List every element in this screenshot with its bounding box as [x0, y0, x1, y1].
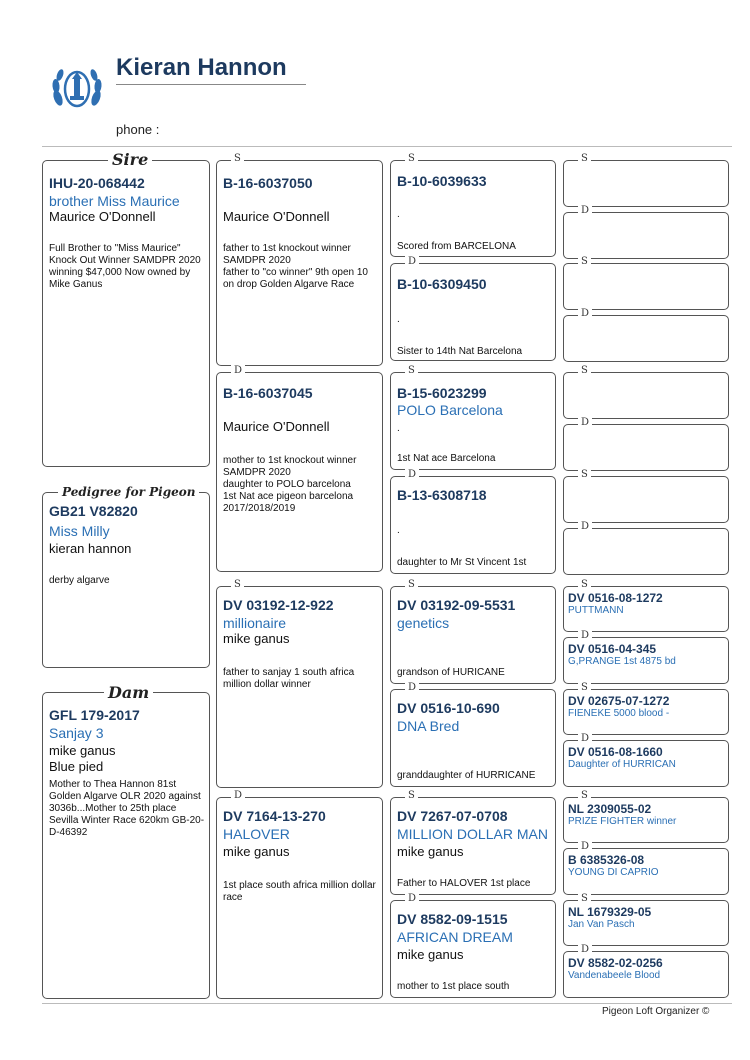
- dam-tag: D: [578, 205, 592, 217]
- sire-tag: S: [405, 790, 418, 802]
- dam-tag: D: [578, 630, 592, 642]
- sire-owner: Maurice O'Donnell: [49, 209, 156, 224]
- gen4-ring: NL 2309055-02: [568, 802, 652, 816]
- gen3-sds-box: [390, 365, 556, 470]
- gen2-sd-owner: Maurice O'Donnell: [223, 419, 330, 434]
- gen3-sss-notes: Scored from BARCELONA: [397, 241, 516, 252]
- dam-tag: D: [578, 308, 592, 320]
- gen3-ddd-owner: mike ganus: [397, 947, 464, 962]
- subject-ring: GB21 V82820: [49, 503, 138, 519]
- gen3-ssd-dot: .: [397, 314, 400, 325]
- dam-color: Blue pied: [49, 759, 104, 774]
- gen3-sds-name: POLO Barcelona: [397, 402, 503, 418]
- gen2-dd-notes: 1st place south africa million dollar race: [223, 880, 376, 903]
- gen2-ds-ring: DV 03192-12-922: [223, 597, 334, 613]
- gen3-dss-name: genetics: [397, 615, 450, 631]
- gen2-ss-box: [216, 153, 383, 366]
- gen4-box: [563, 579, 729, 632]
- gen3-sdd-dot: .: [397, 525, 400, 536]
- subject-name: Miss Milly: [49, 523, 110, 539]
- gen3-dds-name: MILLION DOLLAR MAN: [397, 826, 548, 842]
- gen3-dds-owner: mike ganus: [397, 844, 464, 859]
- gen3-dds-notes: Father to HALOVER 1st place: [397, 878, 531, 889]
- gen3-sds-ring: B-15-6023299: [397, 385, 487, 401]
- gen2-ds-owner: mike ganus: [223, 631, 290, 646]
- gen4-box: [563, 733, 729, 787]
- dam-tag: D: [578, 944, 592, 956]
- gen4-empty-3: [563, 256, 729, 310]
- gen4-ring: DV 8582-02-0256: [568, 956, 663, 970]
- gen2-ds-name: millionaire: [223, 615, 287, 631]
- gen2-dd-owner: mike ganus: [223, 844, 290, 859]
- gen4-name: PUTTMANN: [568, 605, 624, 616]
- gen2-sd-box: [216, 365, 383, 572]
- sire-tag: S: [405, 153, 418, 165]
- gen3-dsd-notes: granddaughter of HURRICANE: [397, 770, 536, 781]
- gen4-box: [563, 893, 729, 946]
- gen4-empty-8: [563, 521, 729, 575]
- gen4-ring: B 6385326-08: [568, 853, 645, 867]
- dam-name: Sanjay 3: [49, 725, 104, 741]
- dam-tag: D: [578, 521, 592, 533]
- gen3-sdd-ring: B-13-6308718: [397, 487, 487, 503]
- loft-logo: [48, 62, 106, 120]
- gen4-name: YOUNG DI CAPRIO: [568, 867, 659, 878]
- gen3-sds-notes: 1st Nat ace Barcelona: [397, 453, 496, 464]
- sire-box: [42, 160, 210, 467]
- gen2-ds-notes: father to sanjay 1 south africa million dollar winner: [223, 667, 355, 690]
- sire-tag: S: [578, 256, 591, 268]
- gen3-dss-ring: DV 03192-09-5531: [397, 597, 516, 613]
- gen3-ddd-name: AFRICAN DREAM: [397, 929, 513, 945]
- gen3-sss-box: [390, 153, 556, 257]
- dam-tag: D: [231, 790, 245, 802]
- gen4-box: [563, 790, 729, 843]
- header-divider: [42, 146, 732, 147]
- gen4-empty-2: [563, 205, 729, 259]
- breeder-name: Kieran Hannon: [116, 54, 287, 81]
- gen3-sdd-box: [390, 469, 556, 574]
- sire-tag: S: [231, 579, 244, 591]
- gen4-empty-7: [563, 469, 729, 523]
- gen3-dds-ring: DV 7267-07-0708: [397, 808, 508, 824]
- dam-tag: D: [405, 893, 419, 905]
- gen2-sd-ring: B-16-6037045: [223, 385, 313, 401]
- gen3-ddd-ring: DV 8582-09-1515: [397, 911, 508, 927]
- dam-tag: D: [578, 733, 592, 745]
- gen3-ddd-notes: mother to 1st place south: [397, 981, 510, 992]
- dam-tag: D: [405, 682, 419, 694]
- gen4-box: [563, 841, 729, 895]
- pedigree-title: Pedigree for Pigeon: [58, 485, 199, 499]
- gen3-ssd-box: [390, 256, 556, 361]
- gen3-sss-dot: .: [397, 209, 400, 220]
- header-underline: [116, 84, 306, 85]
- sire-tag: S: [578, 365, 591, 377]
- sire-tag: S: [405, 365, 418, 377]
- gen2-ss-notes: father to 1st knockout winner SAMDPR 2020 father to "co winner" 9th open 10 on drop Golden Algarve Race: [223, 243, 368, 290]
- gen4-box: [563, 944, 729, 998]
- subject-pigeon-box: [42, 492, 210, 668]
- sire-tag: S: [578, 469, 591, 481]
- dam-tag: D: [405, 469, 419, 481]
- sire-name: brother Miss Maurice: [49, 193, 180, 209]
- gen4-ring: DV 02675-07-1272: [568, 694, 670, 708]
- dam-tag: D: [578, 417, 592, 429]
- gen4-name: Vandenabeele Blood: [568, 970, 661, 981]
- footer-divider: [42, 1003, 732, 1004]
- gen4-name: G,PRANGE 1st 4875 bd: [568, 656, 676, 667]
- dam-tag: D: [231, 365, 245, 377]
- gen3-sss-ring: B-10-6039633: [397, 173, 487, 189]
- subject-owner: kieran hannon: [49, 541, 132, 556]
- subject-notes: derby algarve: [49, 575, 110, 586]
- dam-tag: D: [578, 841, 592, 853]
- gen2-dd-box: [216, 790, 383, 999]
- gen4-ring: DV 0516-04-345: [568, 642, 657, 656]
- sire-tag: S: [578, 893, 591, 905]
- gen2-ss-owner: Maurice O'Donnell: [223, 209, 330, 224]
- gen3-dds-box: [390, 790, 556, 895]
- sire-tag: S: [578, 682, 591, 694]
- gen4-name: Daughter of HURRICAN: [568, 759, 676, 770]
- footer-brand: Pigeon Loft Organizer ©: [602, 1006, 710, 1017]
- gen3-sdd-notes: daughter to Mr St Vincent 1st: [397, 557, 527, 568]
- dam-ring: GFL 179-2017: [49, 707, 140, 723]
- dam-box: [42, 692, 210, 999]
- gen4-empty-5: [563, 365, 729, 419]
- sire-ring: IHU-20-068442: [49, 175, 145, 191]
- gen2-dd-name: HALOVER: [223, 826, 290, 842]
- gen4-box: [563, 630, 729, 684]
- sire-tag: S: [578, 790, 591, 802]
- dam-title: Dam: [104, 683, 153, 702]
- gen4-ring: NL 1679329-05: [568, 905, 652, 919]
- gen4-box: [563, 682, 729, 735]
- gen3-ddd-box: [390, 893, 556, 998]
- gen3-dss-notes: grandson of HURICANE: [397, 667, 505, 678]
- gen2-dd-ring: DV 7164-13-270: [223, 808, 326, 824]
- logo-emblem-icon: [48, 62, 106, 120]
- dam-notes: Mother to Thea Hannon 81st Golden Algarve OLR 2020 against 3036b...Mother to 25th place Sevilla Winter Race 620km GB-20-D-46392: [49, 779, 205, 838]
- dam-tag: D: [405, 256, 419, 268]
- gen3-ssd-notes: Sister to 14th Nat Barcelona: [397, 346, 523, 357]
- gen4-empty-1: [563, 153, 729, 207]
- gen4-empty-6: [563, 417, 729, 471]
- phone-label: phone :: [116, 122, 160, 137]
- sire-tag: S: [231, 153, 244, 165]
- sire-tag: S: [405, 579, 418, 591]
- gen3-dss-box: [390, 579, 556, 684]
- gen4-empty-4: [563, 308, 729, 362]
- dam-owner: mike ganus: [49, 743, 116, 758]
- gen4-ring: DV 0516-08-1660: [568, 745, 663, 759]
- sire-notes: Full Brother to "Miss Maurice" Knock Out Winner SAMDPR 2020 winning $47,000 Now owned by Mike Ganus: [49, 243, 201, 290]
- gen2-sd-notes: mother to 1st knockout winner SAMDPR 2020 daughter to POLO barcelona 1st Nat ace pigeon barcelona 2017/2018/2019: [223, 455, 357, 514]
- gen4-ring: DV 0516-08-1272: [568, 591, 663, 605]
- sire-title: Sire: [108, 150, 152, 169]
- gen3-dsd-box: [390, 682, 556, 787]
- sire-tag: S: [578, 153, 591, 165]
- gen2-ds-box: [216, 579, 383, 788]
- gen2-ss-ring: B-16-6037050: [223, 175, 313, 191]
- gen3-dsd-name: DNA Bred: [397, 718, 460, 734]
- gen3-sds-dot: .: [397, 423, 400, 434]
- gen4-name: Jan Van Pasch: [568, 919, 635, 930]
- sire-tag: S: [578, 579, 591, 591]
- gen4-name: PRIZE FIGHTER winner: [568, 816, 677, 827]
- gen3-dsd-ring: DV 0516-10-690: [397, 700, 500, 716]
- gen4-name: FIENEKE 5000 blood -: [568, 708, 670, 719]
- gen3-ssd-ring: B-10-6309450: [397, 276, 487, 292]
